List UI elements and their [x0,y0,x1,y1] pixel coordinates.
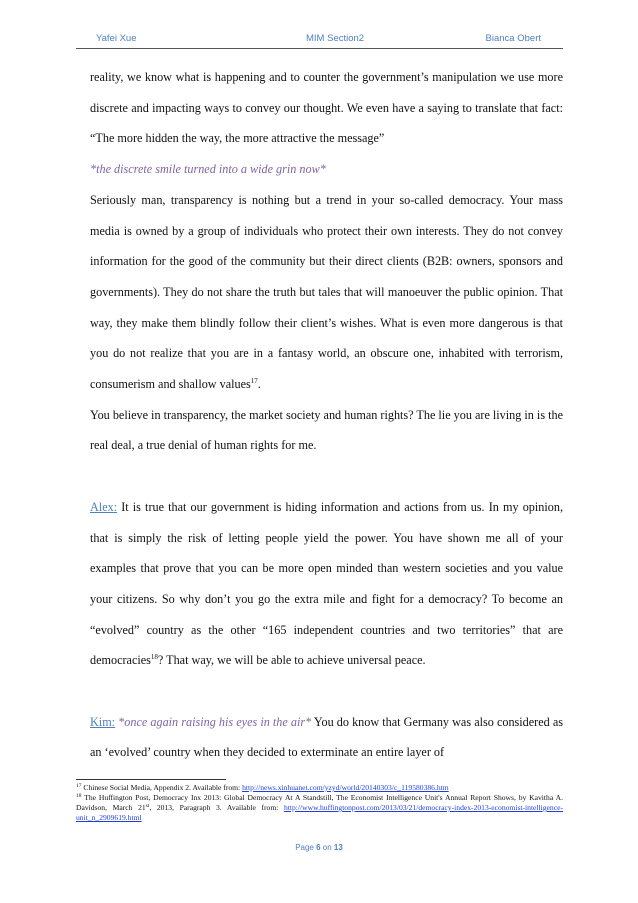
paragraph-1: reality, we know what is happening and to counter the government’s manipulation we use more discrete and impacting ways to convey our thought. We even have a saying to translate that fact: “The more hidden the way, the more attractive the message” [90,70,563,146]
footnote-ref-18[interactable]: 18 [150,653,158,662]
footnote-18 [76,793,563,823]
footnote-17-text: Chinese Social Media, Appendix 2. Available from: [81,783,243,792]
footnote-18-text-cont: , 2013, Paragraph 3. Available from: [149,803,284,812]
alex-text: It is true that our government is hiding information and actions from us. In my opinion, that is simply the risk of letting people yield the power. You have shown me all of your examples that prove that you can be more open minded than western societies and you value your citizens. So why don’t you go the extra mile and fight for a democracy? To become an “evolved” country as the other “165 independent countries and two territories” that are democracies [90,499,563,668]
footnote-18-ordinal: st [145,803,150,809]
footnote-17-number: 17 [76,783,82,789]
footer-page-total: 13 [333,843,343,852]
kim-stage-direction: *once again raising his eyes in the air* [115,714,312,729]
footnote-17-link[interactable]: http://news.xinhuanet.com/yzyd/world/20140303/c_119580386.htm [242,783,449,792]
footer-page-number: 6 [316,843,321,852]
speaker-alex: Alex: [90,499,118,514]
footer-mid: on [320,843,334,852]
paragraph-2-text: Seriously man, transparency is nothing but a trend in your so-called democracy. Your mass media is owned by a group of individuals who protect their own interests. They do not convey information for the good of the community but their direct clients (B2B: owners, sponsors and governments). They do not share the truth but tales that will manoeuver the public opinion. That way, they make them blindly follow their client’s wishes. What is even more dangerous is that you do not realize that you are in a fantasy world, an obscure one, inhabited with terrorism, consumerism and shallow values [90,192,563,392]
kim-paragraph [90,707,563,768]
paragraph-2-end: . [257,377,261,392]
document-body [90,62,563,768]
footer-prefix: Page [295,843,317,852]
header-author-left: Yafei Xue [96,33,137,44]
speaker-kim: Kim: [90,714,116,729]
footnote-separator [76,779,226,780]
paragraph-3: You believe in transparency, the market society and human rights? The lie you are living in is the real deal, a true denial of human rights for me. [90,407,563,453]
footnote-18-text: The Huffington Post, Democracy Inx 2013: Global Democracy At A Standstill, The Economist Intelligence Unit's Annual Report Shows, by Kavitha A. Davidson, March 21 [76,793,563,812]
header-author-right: Bianca Obert [485,33,541,44]
footnotes [76,783,563,823]
footnote-18-link[interactable]: http://www.huffingtonpost.com/2013/03/21/democracy-index-2013-economist-intelligence-unit_n_2909619.html [76,803,563,822]
alex-text-end: ? That way, we will be able to achieve universal peace. [157,653,426,668]
footnote-17 [76,783,563,793]
alex-paragraph [90,492,563,676]
stage-direction-1: *the discrete smile turned into a wide grin now* [90,162,326,177]
footnote-18-number: 18 [76,793,82,799]
page-footer [0,843,638,852]
page-header [76,30,563,49]
footnote-ref-17[interactable]: 17 [250,377,258,386]
kim-text: You do know that Germany was also considered as an ‘evolved’ country when they decided to exterminate an entire layer of [90,714,563,760]
paragraph-2 [90,185,563,400]
header-section: MIM Section2 [306,33,365,44]
